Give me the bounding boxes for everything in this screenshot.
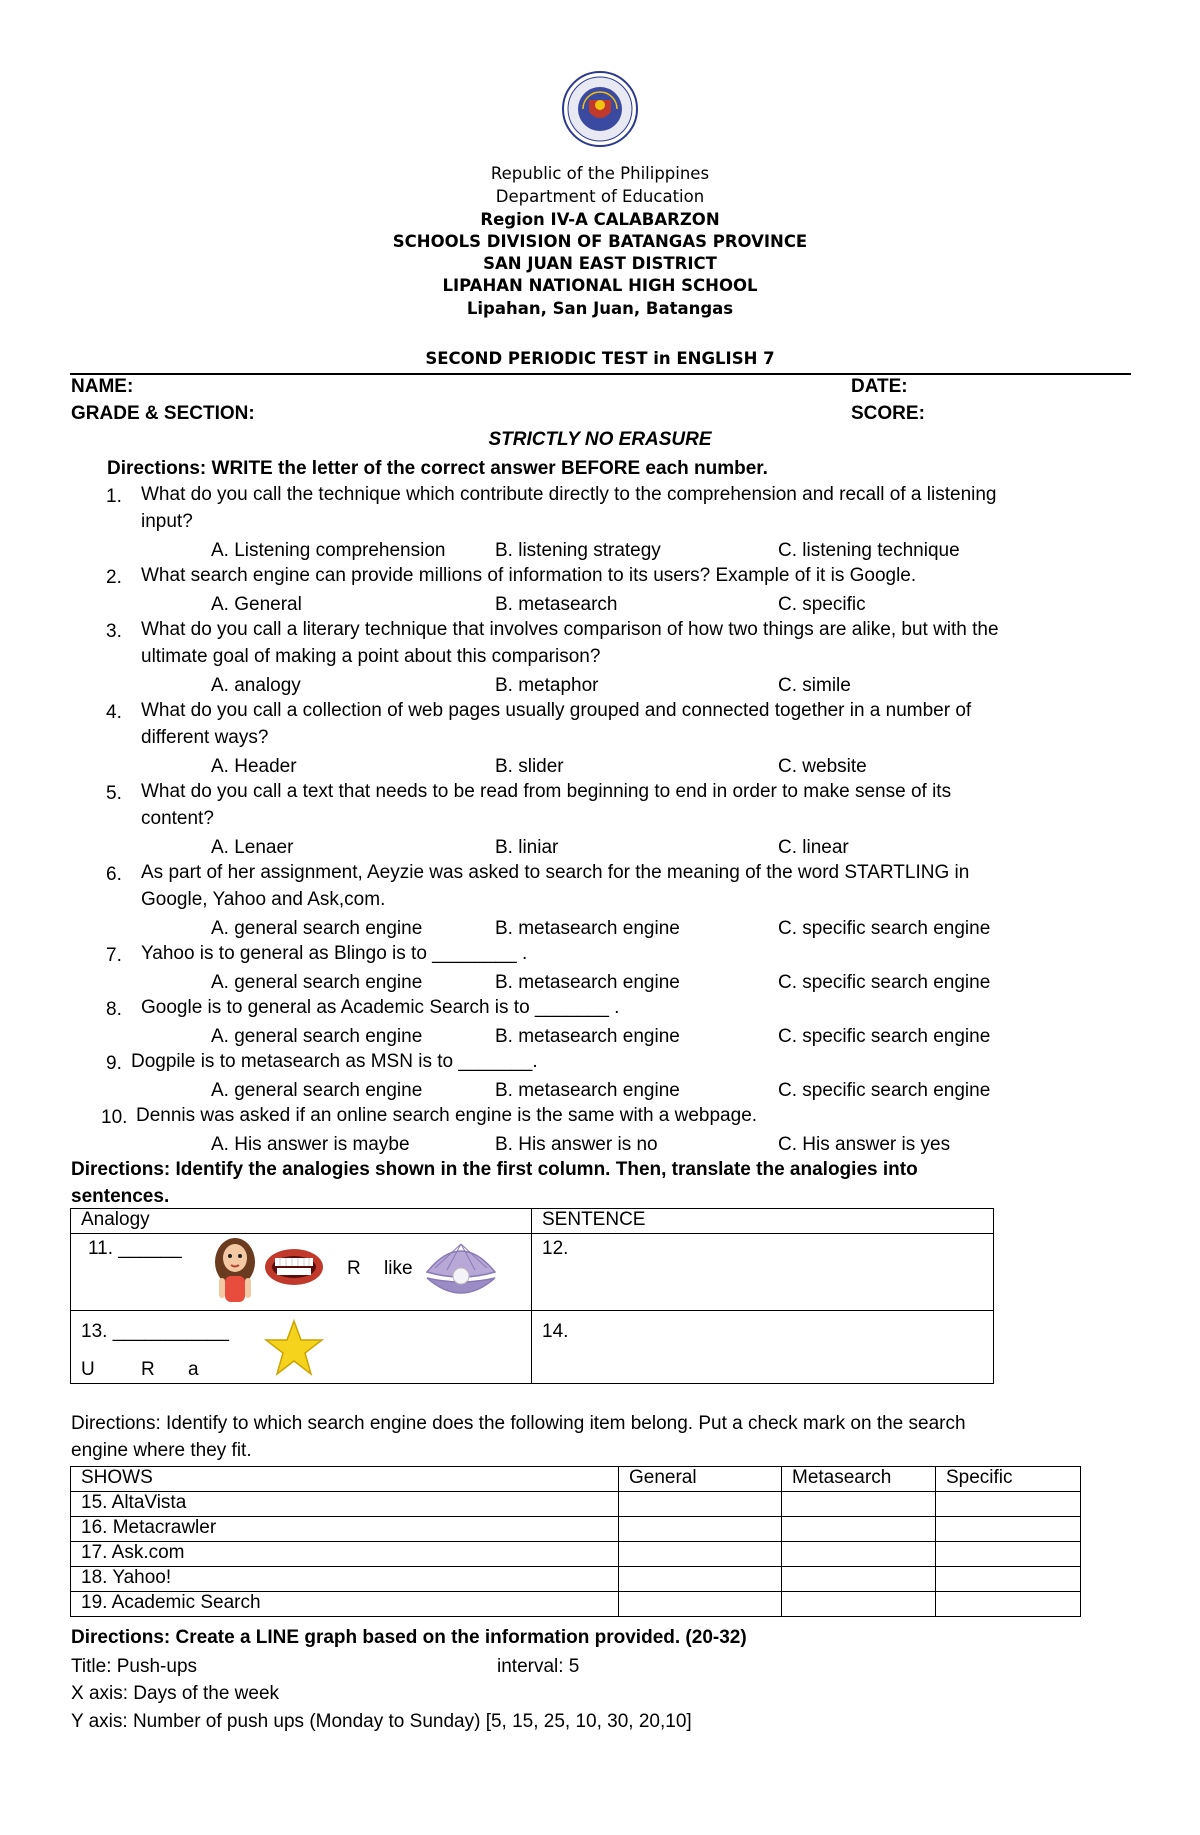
option-c: C. website: [778, 756, 867, 777]
part2-directions-cont: sentences.: [71, 1186, 170, 1207]
check-cell[interactable]: [782, 1567, 936, 1592]
part1-directions: Directions: WRITE the letter of the correct answer BEFORE each number.: [107, 458, 768, 479]
check-cell[interactable]: [936, 1567, 1081, 1592]
no-erasure-notice: STRICTLY NO ERASURE: [488, 429, 712, 450]
analogy-cell: [71, 1234, 532, 1311]
question-number: 2.: [106, 567, 122, 588]
question-text: content?: [141, 808, 214, 829]
question-text: Dogpile is to metasearch as MSN is to _______.: [131, 1051, 538, 1072]
option-c: C. specific search engine: [778, 918, 991, 939]
analogy-table: [70, 1208, 994, 1384]
check-cell[interactable]: [936, 1592, 1081, 1617]
shows-header: SHOWS: [71, 1467, 619, 1492]
option-b: B. listening strategy: [495, 540, 661, 561]
option-a: A. general search engine: [211, 1080, 423, 1101]
question-number: 8.: [106, 999, 122, 1020]
table-row: [71, 1542, 1081, 1567]
part4-directions: Directions: Create a LINE graph based on the information provided. (20-32): [71, 1627, 747, 1648]
check-cell[interactable]: [782, 1542, 936, 1567]
check-cell[interactable]: [936, 1492, 1081, 1517]
question-text: What do you call a literary technique that involves comparison of how two things are alike, but with the: [141, 619, 999, 640]
analogy-letter: R: [141, 1359, 155, 1380]
header-district: SAN JUAN EAST DISTRICT: [483, 254, 717, 273]
analogy-item-number: 11. ______: [88, 1238, 182, 1259]
check-cell[interactable]: [782, 1517, 936, 1542]
question-number: 7.: [106, 945, 122, 966]
sentence-header: SENTENCE: [532, 1209, 994, 1234]
sentence-item-number: 14.: [542, 1321, 569, 1342]
option-b: B. metasearch engine: [495, 972, 680, 993]
question-number: 3.: [106, 621, 122, 642]
header-school: LIPAHAN NATIONAL HIGH SCHOOL: [442, 276, 758, 295]
question-number: 5.: [106, 783, 122, 804]
score-field-label: SCORE:: [851, 403, 925, 424]
question-number: 4.: [106, 702, 122, 723]
header-region: Region IV-A CALABARZON: [480, 210, 720, 229]
option-c: C. specific search engine: [778, 1026, 991, 1047]
option-b: B. metasearch: [495, 594, 618, 615]
option-b: B. liniar: [495, 837, 559, 858]
check-cell[interactable]: [619, 1517, 782, 1542]
option-b: B. metaphor: [495, 675, 599, 696]
shows-cell: 15. AltaVista: [71, 1492, 619, 1517]
header-republic: Republic of the Philippines: [490, 164, 710, 183]
part3-directions: Directions: Identify to which search engine does the following item belong. Put a check mark on the search: [71, 1413, 966, 1434]
sentence-cell: [532, 1234, 994, 1311]
question-number: 10.: [101, 1107, 128, 1128]
search-engine-table: [70, 1466, 1081, 1617]
option-c: C. linear: [778, 837, 849, 858]
option-b: B. metasearch engine: [495, 1080, 680, 1101]
graph-interval-spec: interval: 5: [497, 1656, 580, 1677]
option-a: A. His answer is maybe: [211, 1134, 410, 1155]
question-text: Google is to general as Academic Search is to _______ .: [141, 997, 620, 1018]
question-text: Yahoo is to general as Blingo is to ________ .: [141, 943, 528, 964]
question-number: 6.: [106, 864, 122, 885]
analogy-cell: [71, 1311, 532, 1384]
analogy-item-number: 13. ___________: [81, 1321, 229, 1342]
shows-cell: 19. Academic Search: [71, 1592, 619, 1617]
sentence-item-number: 12.: [542, 1238, 569, 1259]
option-c: C. specific search engine: [778, 1080, 991, 1101]
option-a: A. Lenaer: [211, 837, 294, 858]
question-text: What search engine can provide millions of information to its users? Example of it is Google.: [141, 565, 917, 586]
check-cell[interactable]: [619, 1542, 782, 1567]
girl-icon: [211, 1236, 259, 1306]
option-a: A. general search engine: [211, 972, 423, 993]
shows-cell: 18. Yahoo!: [71, 1567, 619, 1592]
option-c: C. listening technique: [778, 540, 960, 561]
question-text: What do you call a text that needs to be read from beginning to end in order to make sense of its: [141, 781, 952, 802]
specific-header: Specific: [936, 1467, 1081, 1492]
general-header: General: [619, 1467, 782, 1492]
check-cell[interactable]: [782, 1492, 936, 1517]
analogy-like-word: like: [384, 1258, 413, 1279]
table-row: [71, 1567, 1081, 1592]
part3-directions-cont: engine where they fit.: [71, 1440, 252, 1461]
pearl-shell-icon: [421, 1238, 501, 1304]
table-row: [71, 1592, 1081, 1617]
sentence-cell: [532, 1311, 994, 1384]
analogy-letter: a: [188, 1359, 199, 1380]
question-text: input?: [141, 511, 193, 532]
header-division: SCHOOLS DIVISION OF BATANGAS PROVINCE: [392, 232, 808, 251]
shows-cell: 16. Metacrawler: [71, 1517, 619, 1542]
check-cell[interactable]: [936, 1542, 1081, 1567]
check-cell[interactable]: [619, 1567, 782, 1592]
question-text: Dennis was asked if an online search engine is the same with a webpage.: [136, 1105, 758, 1126]
check-cell[interactable]: [782, 1592, 936, 1617]
question-text: What do you call the technique which contribute directly to the comprehension and recall of a listening: [141, 484, 997, 505]
option-c: C. His answer is yes: [778, 1134, 951, 1155]
option-c: C. specific search engine: [778, 972, 991, 993]
check-cell[interactable]: [936, 1517, 1081, 1542]
header-department: Department of Education: [495, 187, 705, 206]
graph-x-axis-spec: X axis: Days of the week: [71, 1683, 280, 1704]
table-row: [71, 1492, 1081, 1517]
test-title: SECOND PERIODIC TEST in ENGLISH 7: [425, 349, 775, 368]
question-text: As part of her assignment, Aeyzie was asked to search for the meaning of the word STARTLING in: [141, 862, 970, 883]
question-number: 1.: [106, 486, 122, 507]
graph-y-axis-spec: Y axis: Number of push ups (Monday to Sunday) [5, 15, 25, 10, 30, 20,10]: [71, 1711, 692, 1732]
check-cell[interactable]: [619, 1492, 782, 1517]
question-text: What do you call a collection of web pages usually grouped and connected together in a number of: [141, 700, 972, 721]
analogy-letter: U: [81, 1359, 95, 1380]
part2-directions: Directions: Identify the analogies shown in the first column. Then, translate the analogies into: [71, 1159, 918, 1180]
title-divider: [70, 373, 1131, 375]
table-row: [71, 1517, 1081, 1542]
option-b: B. metasearch engine: [495, 1026, 680, 1047]
question-text: ultimate goal of making a point about this comparison?: [141, 646, 601, 667]
option-a: A. General: [211, 594, 302, 615]
check-cell[interactable]: [619, 1592, 782, 1617]
deped-seal-icon: [561, 70, 639, 148]
option-a: A. general search engine: [211, 1026, 423, 1047]
shows-cell: 17. Ask.com: [71, 1542, 619, 1567]
question-number: 9.: [106, 1053, 122, 1074]
name-field-label: NAME:: [71, 376, 134, 397]
option-c: C. simile: [778, 675, 851, 696]
metasearch-header: Metasearch: [782, 1467, 936, 1492]
header-address: Lipahan, San Juan, Batangas: [466, 299, 734, 318]
option-b: B. slider: [495, 756, 564, 777]
option-a: A. Header: [211, 756, 297, 777]
option-c: C. specific: [778, 594, 866, 615]
option-a: A. analogy: [211, 675, 301, 696]
question-text: Google, Yahoo and Ask,com.: [141, 889, 386, 910]
option-b: B. His answer is no: [495, 1134, 658, 1155]
grade-section-field-label: GRADE & SECTION:: [71, 403, 255, 424]
analogy-header: Analogy: [71, 1209, 532, 1234]
date-field-label: DATE:: [851, 376, 908, 397]
option-a: A. general search engine: [211, 918, 423, 939]
question-text: different ways?: [141, 727, 269, 748]
option-a: A. Listening comprehension: [211, 540, 446, 561]
analogy-letter-r: R: [347, 1258, 361, 1279]
graph-title-spec: Title: Push-ups: [71, 1656, 198, 1677]
star-icon: [264, 1319, 324, 1377]
lips-teeth-icon: [263, 1246, 325, 1288]
option-b: B. metasearch engine: [495, 918, 680, 939]
